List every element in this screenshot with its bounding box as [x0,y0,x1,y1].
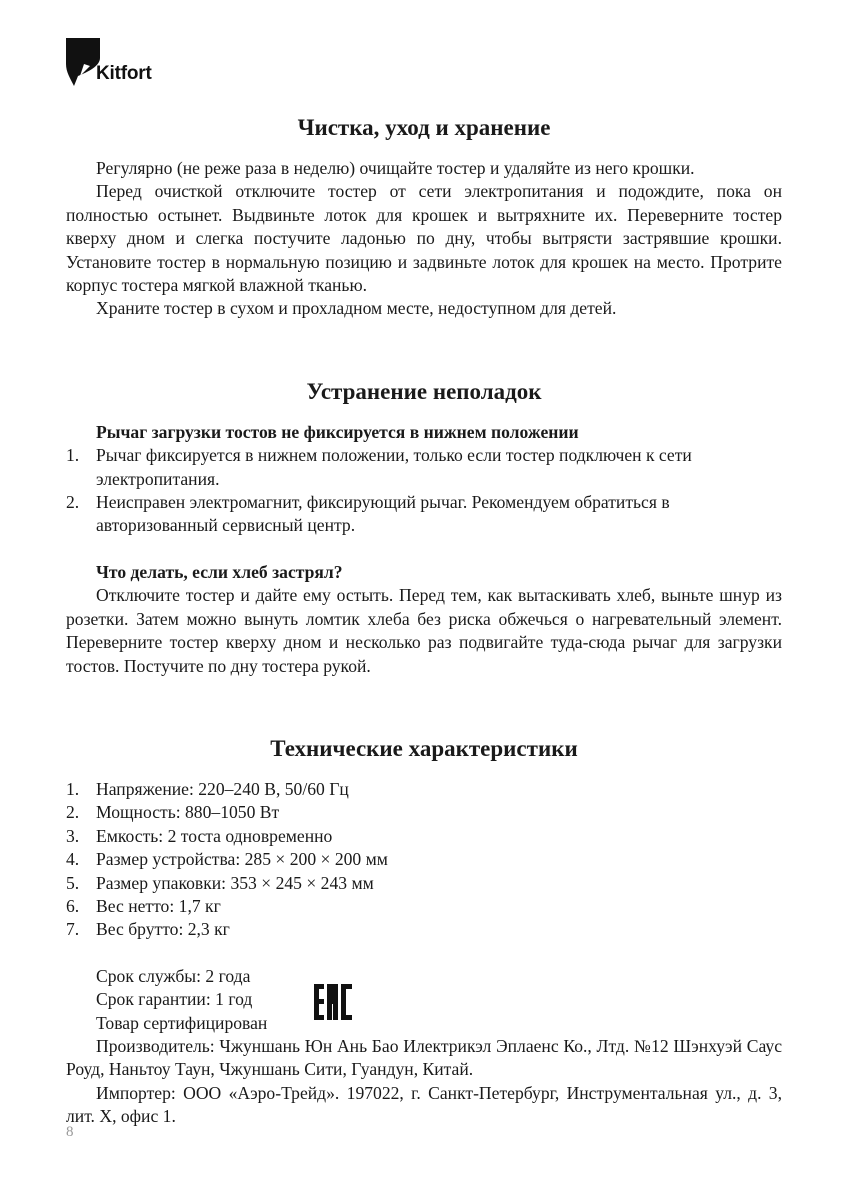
warranty: Срок гарантии: 1 год [96,989,253,1010]
cleaning-paragraph-3: Храните тостер в сухом и прохладном месте, недоступном для детей. [96,298,617,319]
certified-text: Товар сертифицирован [96,1012,268,1033]
issue-1-list [66,444,782,538]
issue-1-title: Рычаг загрузки тостов не фиксируется в нижнем положении [96,421,579,442]
list-item: 2. Мощность: 880–1050 Вт [66,802,280,823]
issue-2-text: Отключите тостер и дайте ему остыть. Перед тем, как вытаскивать хлеб, выньте шнур из розетки. Затем можно вынуть ломтик хлеба без риска обжечься о нагревательный элемент. Переверните тостер кверху дном и несколько раз подвигайте туда-сюда рычаг для загрузки тостов. Постучите по дну тостера рукой. [66,585,782,676]
list-item: 2. Неисправен электромагнит, фиксирующий рычаг. Рекомендуем обратиться в авторизованный сервисный центр. [66,492,670,536]
cleaning-paragraph-2: Перед очисткой отключите тостер от сети электропитания и подождите, пока он полностью остынет. Выдвиньте лоток для крошек и вытряхните их. Переверните тостер кверху дном и слегка постучите ладонью по дну, чтобы вытрясти застрявшие крошки. Установите тостер в нормальную позицию и задвиньте лоток для крошек на место. Протрите корпус тостера мягкой влажной тканью. [66,181,782,296]
cleaning-paragraph-1: Регулярно (не реже раза в неделю) очищайте тостер и удаляйте из него крошки. [96,158,695,178]
issue-2-title: Что делать, если хлеб застрял? [96,561,343,582]
page-number: 8 [66,1124,74,1140]
manufacturer: Производитель: Чжуншань Юн Ань Бао Илектрикэл Эплаенс Ко., Лтд. №12 Шэнхуэй Саус Роуд, Наньтоу Таун, Чжуншань Сити, Гуандун, Китай. [66,1035,782,1080]
list-item: 7. Вес брутто: 2,3 кг [66,919,230,940]
certified-line [66,1012,782,1035]
list-item: 1. Рычаг фиксируется в нижнем положении, только если тостер подключен к сети электропитания. [66,445,692,489]
specs-list [66,778,782,942]
importer: Импортер: ООО «Аэро-Трейд». 197022, г. Санкт-Петербург, Инструментальная ул., д. 3, лит. Х, офис 1. [66,1082,782,1127]
list-item: 5. Размер упаковки: 353 × 245 × 243 мм [66,872,374,893]
specs-title: Технические характеристики [270,735,578,761]
service-life: Срок службы: 2 года [96,965,251,986]
eac-mark-icon [312,982,354,1022]
list-item: 6. Вес нетто: 1,7 кг [66,895,221,916]
page-content [66,112,782,1129]
brand-name: Kitfort [96,63,152,84]
list-item: 4. Размер устройства: 285 × 200 × 200 мм [66,849,388,870]
kitfort-logo [66,38,166,88]
kitfort-logo-mark-icon [66,38,100,86]
cleaning-title: Чистка, уход и хранение [297,115,551,140]
list-item: 1. Напряжение: 220–240 В, 50/60 Гц [66,778,349,799]
troubleshooting-title: Устранение неполадок [306,378,542,404]
list-item: 3. Емкость: 2 тоста одновременно [66,825,333,846]
